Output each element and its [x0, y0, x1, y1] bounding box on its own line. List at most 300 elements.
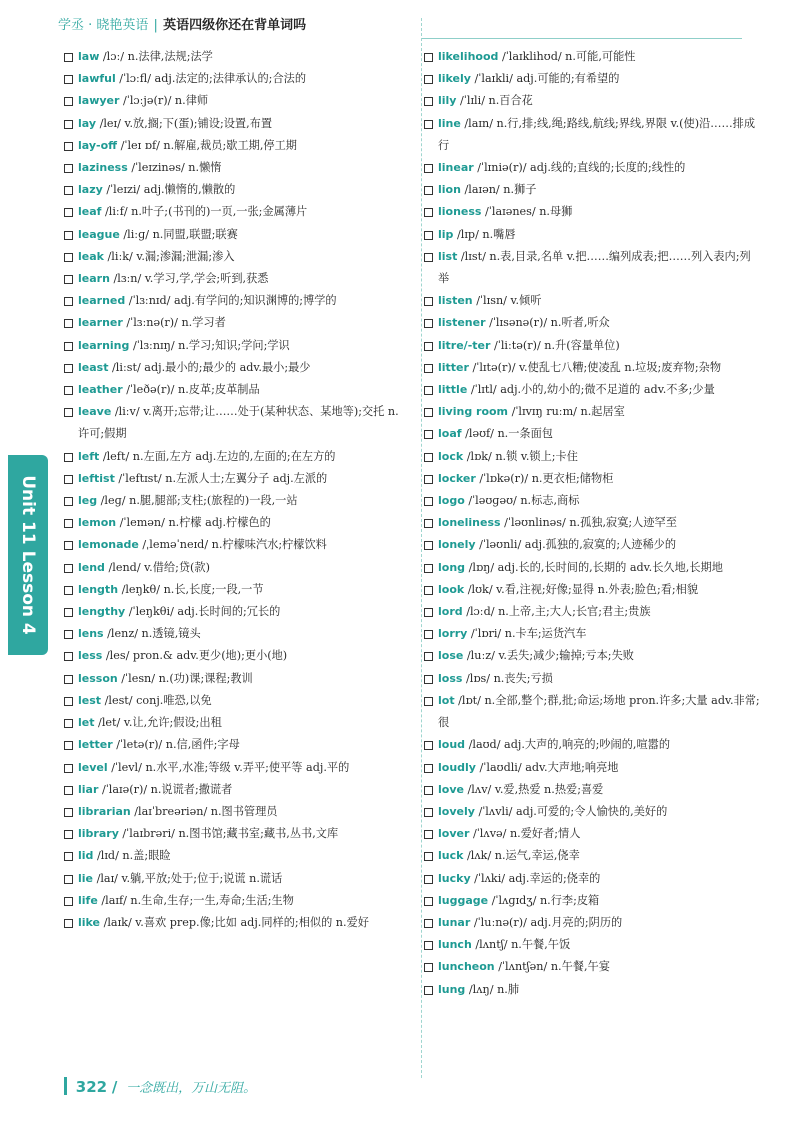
checkbox-icon[interactable]: [64, 919, 73, 928]
checkbox-icon[interactable]: [424, 120, 433, 129]
column-divider: [421, 18, 422, 1078]
checkbox-icon[interactable]: [424, 852, 433, 861]
checkbox-icon[interactable]: [64, 497, 73, 506]
vocab-word: lest: [78, 693, 102, 707]
vocab-definition: /ˌleməˈneɪd/ n.柠檬味汽水;柠檬饮料: [138, 538, 327, 552]
checkbox-icon[interactable]: [424, 897, 433, 906]
vocab-entry: [64, 801, 404, 823]
vocab-entry: [64, 357, 404, 379]
checkbox-icon[interactable]: [424, 652, 433, 661]
vocab-entry: [424, 512, 760, 534]
checkbox-icon[interactable]: [64, 830, 73, 839]
checkbox-icon[interactable]: [424, 453, 433, 462]
vocab-entry: [424, 734, 760, 756]
checkbox-icon[interactable]: [424, 253, 433, 262]
checkbox-icon[interactable]: [64, 97, 73, 106]
vocab-entry: [424, 312, 760, 334]
vocab-definition: /lʌntʃ/ n.午餐,午饭: [471, 938, 571, 952]
vocab-word: lose: [438, 649, 464, 663]
vocab-entry: [424, 601, 760, 623]
checkbox-icon[interactable]: [64, 453, 73, 462]
checkbox-icon[interactable]: [424, 430, 433, 439]
vocab-entry: [424, 779, 760, 801]
vocab-word: level: [78, 760, 108, 774]
checkbox-icon[interactable]: [64, 786, 73, 795]
vocab-entry: [424, 468, 760, 490]
checkbox-icon[interactable]: [424, 497, 433, 506]
vocab-definition: /les/ pron.& adv.更少(地);更小(地): [102, 649, 288, 663]
vocab-word: likely: [438, 72, 471, 86]
checkbox-icon[interactable]: [64, 297, 73, 306]
vocab-entry: [64, 890, 404, 912]
vocab-entry: [64, 912, 404, 934]
vocab-definition: /ˈlaɪkli/ adj.可能的;有希望的: [470, 72, 620, 86]
vocab-definition: /ˈliːtə(r)/ n.升(容量单位): [490, 338, 620, 352]
checkbox-icon[interactable]: [424, 75, 433, 84]
vocab-word: list: [438, 249, 458, 263]
vocab-word: liar: [78, 782, 99, 796]
vocab-entry: [424, 379, 760, 401]
vocab-word: leave: [78, 405, 112, 419]
checkbox-icon[interactable]: [424, 97, 433, 106]
checkbox-icon[interactable]: [424, 786, 433, 795]
vocab-entry: [424, 534, 760, 556]
checkbox-icon[interactable]: [424, 697, 433, 706]
vocab-definition: /lend/ v.借给;贷(款): [104, 560, 210, 574]
vocab-entry: [424, 979, 760, 1001]
vocab-definition: /lɒŋ/ adj.长的,长时间的,长期的 adv.长久地,长期地: [465, 560, 723, 574]
vocab-entry: [424, 801, 760, 823]
checkbox-icon[interactable]: [424, 586, 433, 595]
vocab-word: look: [438, 582, 465, 596]
checkbox-icon[interactable]: [424, 519, 433, 528]
vocab-word: like: [78, 915, 101, 929]
vocab-word: lazy: [78, 183, 103, 197]
checkbox-icon[interactable]: [424, 919, 433, 928]
vocab-definition: /let/ v.让,允许;假设;出租: [94, 716, 222, 730]
checkbox-icon[interactable]: [424, 741, 433, 750]
unit-lesson-label: Unit 11 Lesson 4: [18, 475, 38, 635]
vocab-definition: /ˈlɪsn/ v.倾听: [472, 294, 542, 308]
vocab-entry: [64, 157, 404, 179]
vocab-definition: /ˈlevl/ n.水平,水准;等级 v.弄平;使平等 adj.平的: [107, 760, 350, 774]
checkbox-icon[interactable]: [64, 231, 73, 240]
vocab-entry: [64, 557, 404, 579]
vocab-definition: /left/ n.左面,左方 adj.左边的,左面的;在左方的: [99, 449, 336, 463]
page-header: [58, 14, 418, 38]
vocab-entry: [64, 668, 404, 690]
vocab-word: lens: [78, 627, 104, 641]
vocab-entry: [64, 290, 404, 312]
vocab-entry: [424, 423, 760, 445]
vocab-entry: [424, 224, 760, 246]
vocab-definition: /lʌk/ n.运气,幸运,侥幸: [463, 849, 580, 863]
vocab-word: love: [438, 782, 464, 796]
vocab-entry: [424, 201, 760, 223]
vocab-definition: /laɪk/ v.喜欢 prep.像;比如 adj.同样的;相似的 n.爱好: [100, 915, 369, 929]
vocab-definition: /ˈlɪvɪŋ ruːm/ n.起居室: [508, 405, 625, 419]
vocab-definition: /liːv/ v.离开;忘带;让……处于(某种状态、某地等);交托 n.许可;假期: [78, 405, 399, 441]
vocab-word: length: [78, 582, 119, 596]
vocab-definition: /ˈlɪsənə(r)/ n.听者,听众: [485, 316, 610, 330]
checkbox-icon[interactable]: [64, 764, 73, 773]
vocab-definition: /liːst/ adj.最小的;最少的 adv.最小;最少: [108, 360, 311, 374]
checkbox-icon[interactable]: [424, 830, 433, 839]
checkbox-icon[interactable]: [64, 564, 73, 573]
vocab-definition: /ˈlɒri/ n.卡车;运货汽车: [467, 627, 587, 641]
checkbox-icon[interactable]: [424, 364, 433, 373]
vocab-entry: [424, 157, 760, 179]
checkbox-icon[interactable]: [424, 764, 433, 773]
page-number-slash: /: [111, 1078, 118, 1096]
checkbox-icon[interactable]: [64, 164, 73, 173]
checkbox-icon[interactable]: [424, 808, 433, 817]
vocab-word: lend: [78, 560, 105, 574]
vocab-definition: /ˈlaɪbrəri/ n.图书馆;藏书室;藏书,丛书,文库: [118, 827, 339, 841]
checkbox-icon[interactable]: [64, 697, 73, 706]
vocab-definition: /ˈlʌvli/ adj.可爱的;令人愉快的,美好的: [474, 804, 668, 818]
vocab-entry: [424, 68, 760, 90]
vocab-definition: /ˈlɒkə(r)/ n.更衣柜;储物柜: [475, 471, 614, 485]
checkbox-icon[interactable]: [64, 275, 73, 284]
checkbox-icon[interactable]: [64, 608, 73, 617]
vocab-definition: /liːk/ v.漏;渗漏;泄漏;渗入: [103, 249, 235, 263]
checkbox-icon[interactable]: [424, 608, 433, 617]
checkbox-icon[interactable]: [64, 186, 73, 195]
checkbox-icon[interactable]: [64, 586, 73, 595]
vocab-entry: [64, 201, 404, 223]
right-word-column: [424, 46, 760, 1001]
vocab-word: lesson: [78, 671, 118, 685]
vocab-entry: [424, 401, 760, 423]
vocab-entry: [424, 823, 760, 845]
vocab-definition: /leɪ/ v.放,搁;下(蛋);铺设;设置,布置: [96, 116, 273, 130]
vocab-word: lunar: [438, 915, 471, 929]
vocab-definition: /liːɡ/ n.同盟,联盟;联赛: [119, 227, 238, 241]
vocab-entry: [64, 90, 404, 112]
vocab-word: lunch: [438, 938, 472, 952]
page-number: 322: [75, 1078, 108, 1096]
vocab-word: linear: [438, 161, 474, 175]
vocab-word: lid: [78, 849, 94, 863]
checkbox-icon[interactable]: [424, 963, 433, 972]
vocab-definition: /ˈlɪli/ n.百合花: [456, 94, 533, 108]
checkbox-icon[interactable]: [64, 897, 73, 906]
checkbox-icon[interactable]: [64, 120, 73, 129]
vocab-definition: /lɪst/ n.表,目录,名单 v.把……编列成表;把……列入表内;列举: [438, 249, 751, 286]
vocab-word: logo: [438, 494, 465, 508]
vocab-definition: /ˈleŋkθi/ adj.长时间的;冗长的: [125, 605, 281, 619]
checkbox-icon[interactable]: [64, 142, 73, 151]
vocab-word: listener: [438, 316, 486, 330]
vocab-definition: /lʌŋ/ n.肺: [465, 982, 520, 996]
vocab-word: learn: [78, 272, 110, 286]
vocab-entry: [424, 912, 760, 934]
vocab-definition: /lɔːd/ n.上帝,主;大人;长官;君主;贵族: [462, 605, 651, 619]
checkbox-icon[interactable]: [64, 719, 73, 728]
vocab-definition: /ˈlʌvə/ n.爱好者;情人: [469, 827, 581, 841]
brand-name: 学丞 · 晓艳英语: [58, 18, 149, 33]
vocab-word: less: [78, 649, 103, 663]
vocab-definition: /leɡ/ n.腿,腿部;支柱;(旅程的)一段,一站: [97, 494, 298, 508]
vocab-word: lengthy: [78, 605, 126, 619]
checkbox-icon[interactable]: [424, 564, 433, 573]
vocab-word: loss: [438, 671, 463, 685]
vocab-definition: /ˈlaɪə(r)/ n.说谎者;撒谎者: [98, 782, 233, 796]
vocab-entry: [424, 579, 760, 601]
vocab-entry: [64, 690, 404, 712]
vocab-word: line: [438, 116, 461, 130]
page-footer: [64, 1075, 256, 1099]
vocab-definition: /luːz/ v.丢失;减少;输掉;亏本;失败: [463, 649, 634, 663]
checkbox-icon[interactable]: [64, 53, 73, 62]
vocab-definition: /laɪn/ n.行,排;线,绳;路线,航线;界线,界限 v.(使)沿……排成行: [438, 116, 756, 152]
vocab-definition: /ˈleɪzi/ adj.懒惰的,懒散的: [102, 183, 236, 197]
vocab-entry: [64, 468, 404, 490]
vocab-definition: /ˈləʊɡəʊ/ n.标志,商标: [464, 494, 580, 508]
vocab-entry: [64, 135, 404, 157]
vocab-definition: /ˈlʌntʃən/ n.午餐,午宴: [494, 960, 610, 974]
vocab-entry: [424, 868, 760, 890]
checkbox-icon[interactable]: [64, 852, 73, 861]
vocab-definition: /laɪ/ v.躺,平放;处于;位于;说谎 n.谎话: [93, 871, 283, 885]
vocab-entry: [424, 90, 760, 112]
vocab-word: little: [438, 383, 468, 397]
vocab-word: lily: [438, 94, 457, 108]
vocab-entry: [424, 668, 760, 690]
book-title: 英语四级你还在背单词吗: [163, 18, 307, 33]
checkbox-icon[interactable]: [424, 875, 433, 884]
vocab-word: locker: [438, 471, 476, 485]
checkbox-icon[interactable]: [64, 808, 73, 817]
vocab-definition: /leŋkθ/ n.长,长度;一段,一节: [118, 582, 264, 596]
vocab-definition: /ˈlesn/ n.(功)课;课程;教训: [117, 671, 253, 685]
vocab-entry: [424, 934, 760, 956]
vocab-definition: /ləʊf/ n.一条面包: [461, 427, 553, 441]
vocab-entry: [64, 401, 404, 445]
checkbox-icon[interactable]: [64, 541, 73, 550]
vocab-word: lock: [438, 449, 464, 463]
header-separator: |: [153, 18, 158, 33]
vocab-word: luggage: [438, 893, 489, 907]
vocab-definition: /ˈlaɪklihʊd/ n.可能,可能性: [498, 50, 636, 63]
checkbox-icon[interactable]: [424, 675, 433, 684]
vocab-word: league: [78, 227, 120, 241]
vocab-entry: [424, 446, 760, 468]
vocab-entry: [424, 490, 760, 512]
vocab-entry: [64, 512, 404, 534]
vocab-entry: [64, 645, 404, 667]
footer-slogan: 一念既出，万山无阻。: [126, 1081, 257, 1096]
vocab-definition: /ˈlɪtə(r)/ v.使乱七八糟;使凌乱 n.垃圾;废弃物;杂物: [468, 360, 722, 374]
checkbox-icon[interactable]: [64, 342, 73, 351]
checkbox-icon[interactable]: [424, 408, 433, 417]
checkbox-icon[interactable]: [64, 319, 73, 328]
vocab-word: lord: [438, 605, 463, 619]
vocab-entry: [424, 290, 760, 312]
checkbox-icon[interactable]: [64, 675, 73, 684]
vocab-entry: [424, 179, 760, 201]
checkbox-icon[interactable]: [64, 75, 73, 84]
checkbox-icon[interactable]: [424, 208, 433, 217]
vocab-entry: [64, 179, 404, 201]
header-rule: [422, 38, 742, 39]
checkbox-icon[interactable]: [424, 319, 433, 328]
vocab-entry: [424, 645, 760, 667]
vocab-definition: /laɪən/ n.狮子: [460, 183, 537, 197]
vocab-word: lion: [438, 183, 461, 197]
vocab-word: lemon: [78, 516, 117, 530]
vocab-entry: [64, 113, 404, 135]
vocab-word: least: [78, 360, 109, 374]
vocab-definition: /ˈlaʊdli/ adv.大声地;响亮地: [475, 760, 619, 774]
vocab-entry: [424, 845, 760, 867]
vocab-entry: [64, 446, 404, 468]
checkbox-icon[interactable]: [64, 519, 73, 528]
checkbox-icon[interactable]: [64, 630, 73, 639]
vocab-entry: [424, 623, 760, 645]
vocab-word: lonely: [438, 538, 476, 552]
vocab-word: luck: [438, 849, 464, 863]
vocab-definition: /ˈlɔːjə(r)/ n.律师: [119, 94, 209, 108]
vocab-word: lawful: [78, 72, 116, 86]
vocab-definition: /laɪf/ n.生命,生存;一生,寿命;生活;生物: [97, 893, 294, 907]
vocab-definition: /lɜːn/ v.学习,学,学会;听到,获悉: [109, 272, 269, 286]
vocab-word: loaf: [438, 427, 462, 441]
checkbox-icon[interactable]: [64, 408, 73, 417]
vocab-definition: /lʊk/ v.看,注视;好像;显得 n.外表;脸色;看;相貌: [464, 582, 699, 596]
vocab-word: lover: [438, 827, 470, 841]
checkbox-icon[interactable]: [64, 652, 73, 661]
vocab-word: leftist: [78, 471, 115, 485]
unit-side-tab: [8, 455, 48, 655]
vocab-definition: /liːf/ n.叶子;(书刊的)一页,一张;金属薄片: [101, 205, 308, 219]
checkbox-icon[interactable]: [424, 386, 433, 395]
vocab-word: lay: [78, 116, 97, 130]
vocab-word: learning: [78, 338, 130, 352]
vocab-definition: /lɔː/ n.法律,法规;法学: [99, 50, 213, 63]
vocab-word: living room: [438, 405, 509, 419]
checkbox-icon[interactable]: [64, 475, 73, 484]
vocab-definition: /lʌv/ v.爱,热爱 n.热爱;喜爱: [463, 782, 604, 796]
vocab-word: letter: [78, 738, 113, 752]
vocab-word: library: [78, 827, 119, 841]
vocab-word: loudly: [438, 760, 476, 774]
checkbox-icon[interactable]: [64, 253, 73, 262]
vocab-word: laziness: [78, 161, 128, 175]
checkbox-icon[interactable]: [424, 941, 433, 950]
vocab-definition: /ˈlɜːnə(r)/ n.学习者: [122, 316, 226, 330]
vocab-definition: /ˈluːnə(r)/ adj.月亮的;阴历的: [470, 915, 623, 929]
checkbox-icon[interactable]: [424, 541, 433, 550]
checkbox-icon[interactable]: [64, 386, 73, 395]
vocab-entry: [64, 601, 404, 623]
vocab-definition: /ˈleɪzinəs/ n.懒惰: [127, 161, 222, 175]
vocab-entry: [64, 46, 404, 68]
vocab-definition: /ˈlɔːfl/ adj.法定的;法律承认的;合法的: [115, 72, 307, 86]
checkbox-icon[interactable]: [424, 53, 433, 62]
vocab-entry: [64, 779, 404, 801]
vocab-definition: /ˈleftɪst/ n.左派人士;左翼分子 adj.左派的: [114, 471, 328, 485]
checkbox-icon[interactable]: [424, 231, 433, 240]
vocab-entry: [64, 68, 404, 90]
vocab-word: leaf: [78, 205, 102, 219]
vocab-definition: /lest/ conj.唯恐,以免: [101, 693, 212, 707]
vocab-entry: [64, 335, 404, 357]
checkbox-icon[interactable]: [424, 297, 433, 306]
vocab-entry: [64, 312, 404, 334]
vocab-word: litter: [438, 360, 469, 374]
vocab-word: lovely: [438, 804, 475, 818]
vocab-word: lucky: [438, 871, 471, 885]
vocab-word: lemonade: [78, 538, 139, 552]
vocab-definition: /ˈləʊnli/ adj.孤独的,寂寞的;人迹稀少的: [475, 538, 677, 552]
vocab-entry: [64, 845, 404, 867]
checkbox-icon[interactable]: [424, 342, 433, 351]
vocab-definition: /ˈletə(r)/ n.信,函件;字母: [112, 738, 240, 752]
vocab-definition: /ˈlaɪənes/ n.母狮: [481, 205, 573, 219]
vocab-word: law: [78, 50, 100, 63]
checkbox-icon[interactable]: [64, 875, 73, 884]
checkbox-icon[interactable]: [424, 630, 433, 639]
checkbox-icon[interactable]: [424, 986, 433, 995]
vocab-definition: /ˈlɪniə(r)/ adj.线的;直线的;长度的;线性的: [473, 161, 686, 175]
vocab-word: lioness: [438, 205, 482, 219]
vocab-word: long: [438, 560, 466, 574]
vocab-word: loud: [438, 738, 466, 752]
vocab-entry: [64, 379, 404, 401]
vocab-entry: [64, 224, 404, 246]
vocab-entry: [424, 46, 760, 68]
vocab-word: lot: [438, 693, 455, 707]
vocab-definition: /ˈlʌki/ adj.幸运的;侥幸的: [470, 871, 601, 885]
vocab-word: luncheon: [438, 960, 495, 974]
vocab-entry: [424, 246, 760, 290]
checkbox-icon[interactable]: [64, 741, 73, 750]
vocab-entry: [424, 690, 760, 734]
checkbox-icon[interactable]: [64, 364, 73, 373]
vocab-word: librarian: [78, 804, 131, 818]
vocab-entry: [424, 113, 760, 157]
vocab-word: lorry: [438, 627, 468, 641]
vocab-word: leak: [78, 249, 104, 263]
checkbox-icon[interactable]: [424, 164, 433, 173]
vocab-entry: [424, 557, 760, 579]
footer-bar: [64, 1077, 67, 1095]
checkbox-icon[interactable]: [424, 186, 433, 195]
vocab-entry: [424, 956, 760, 978]
vocab-entry: [64, 579, 404, 601]
checkbox-icon[interactable]: [424, 475, 433, 484]
vocab-word: let: [78, 716, 95, 730]
vocab-word: lung: [438, 982, 466, 996]
vocab-definition: /ˈlɪtl/ adj.小的,幼小的;微不足道的 adv.不多;少量: [467, 383, 715, 397]
vocab-word: loneliness: [438, 516, 501, 530]
vocab-definition: /ˈleðə(r)/ n.皮革;皮革制品: [122, 383, 260, 397]
vocab-definition: /ˈlemən/ n.柠檬 adj.柠檬色的: [116, 516, 271, 530]
checkbox-icon[interactable]: [64, 208, 73, 217]
vocab-entry: [64, 868, 404, 890]
vocab-word: leather: [78, 383, 123, 397]
vocab-entry: [64, 490, 404, 512]
vocab-word: litre/-ter: [438, 338, 491, 352]
vocab-entry: [424, 335, 760, 357]
vocab-entry: [424, 357, 760, 379]
vocab-definition: /laɪˈbreəriən/ n.图书管理员: [130, 804, 278, 818]
vocab-word: learner: [78, 316, 123, 330]
vocab-word: likelihood: [438, 50, 499, 63]
vocab-entry: [64, 712, 404, 734]
